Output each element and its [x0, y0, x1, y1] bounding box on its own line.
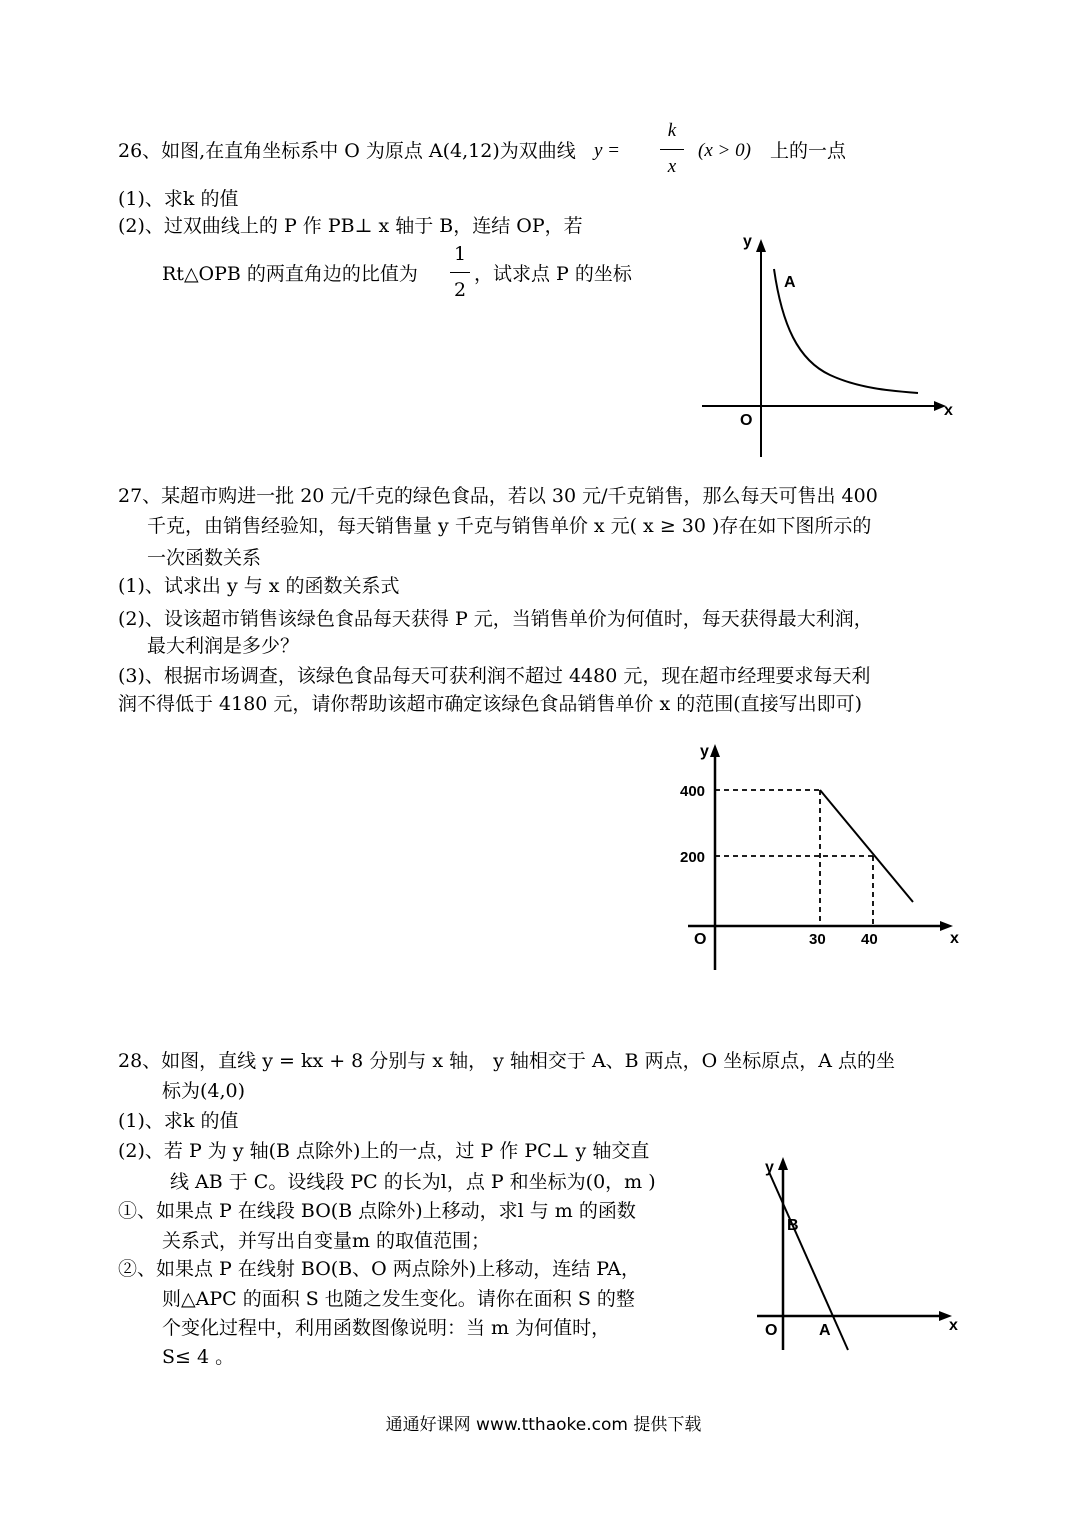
q28-y-label: y	[765, 1159, 774, 1176]
q28-figure	[745, 1150, 970, 1360]
q26-origin-label: O	[740, 412, 753, 429]
q28-x-label: x	[949, 1317, 958, 1334]
q26-figure	[690, 225, 970, 465]
q28-point-b-label: B	[787, 1217, 799, 1234]
q27-line2: 千克，由销售经验知，每天销售量 y 千克与销售单价 x 元( x ≥ 30 )存在如下图所示的	[147, 515, 872, 537]
q28-part2-line2: 线 AB 于 C。设线段 PC 的长为l，点 P 和坐标为(0，m )	[170, 1171, 656, 1193]
q28-sub2-line2: 则△APC 的面积 S 也随之发生变化。请你在面积 S 的整	[162, 1288, 635, 1310]
q28-sub2-line3: 个变化过程中，利用函数图像说明：当 m 为何值时，	[162, 1317, 611, 1339]
q28-line2: 标为(4,0)	[162, 1080, 246, 1102]
q26-x-label: x	[944, 402, 953, 419]
q26-stem-end: 上的一点	[770, 140, 847, 162]
q26-frac-den: x	[667, 156, 677, 177]
q27-origin-label: O	[694, 931, 707, 948]
q26-stem-text: 26、如图,在直角坐标系中 O 为原点 A(4,12)为双曲线	[118, 140, 576, 162]
page-footer: 通通好课网 www.tthaoke.com 提供下载	[385, 1415, 702, 1435]
q26-formula-y: y =	[594, 140, 621, 161]
q27-y-label: y	[700, 743, 709, 760]
q28-line1: 28、如图，直线 y = kx + 8 分别与 x 轴， y 轴相交于 A、B 两点，O 坐标原点，A 点的坐	[118, 1050, 896, 1072]
q27-part2-line2: 最大利润是多少？	[147, 635, 300, 657]
q28-sub2-line4: S≤ 4 。	[162, 1346, 235, 1368]
q26-y-label: y	[743, 233, 752, 250]
q28-y-arrow-icon	[778, 1157, 788, 1170]
q28-line-ab	[769, 1172, 848, 1350]
q26-part2-end: ，试求点 P 的坐标	[474, 263, 632, 285]
q26-part1: (1)、求k 的值	[118, 188, 239, 210]
q28-sub1-line2: 关系式，并写出自变量m 的取值范围；	[162, 1230, 491, 1252]
q26-ratio-den: 2	[453, 279, 467, 301]
q26-point-a-label: A	[784, 274, 796, 291]
q27-part1: (1)、试求出 y 与 x 的函数关系式	[118, 575, 400, 597]
q26-part2-line2	[162, 262, 418, 286]
q27-sales-line	[820, 790, 913, 902]
q27-tick-200: 200	[680, 849, 706, 866]
q27-part2-line1: (2)、设该超市销售该绿色食品每天获得 P 元，当销售单价为何值时，每天获得最大利润，	[118, 608, 873, 630]
q26-y-arrow-icon	[756, 239, 766, 252]
q26-hyperbola-curve	[774, 269, 918, 393]
q26-stem	[118, 139, 576, 163]
q28-part2-line1: (2)、若 P 为 y 轴(B 点除外)上的一点，过 P 作 PC⊥ y 轴交直	[118, 1140, 650, 1162]
q26-ratio-text: Rt△OPB 的两直角边的比值为	[162, 263, 418, 285]
q27-x-label: x	[950, 930, 959, 947]
q28-sub2-line1: ②、如果点 P 在线射 BO(B、O 两点除外)上移动，连结 PA，	[118, 1258, 641, 1280]
q26-frac-num: k	[667, 120, 677, 141]
q28-part1: (1)、求k 的值	[118, 1110, 239, 1132]
q27-tick-40: 40	[861, 931, 878, 948]
q26-ratio-num: 1	[453, 243, 467, 265]
q27-part3-line1: (3)、根据市场调查，该绿色食品每天可获利润不超过 4480 元，现在超市经理要求每天利	[118, 665, 871, 687]
q27-figure	[670, 738, 970, 978]
q28-origin-label: O	[765, 1322, 778, 1339]
q26-domain: (x > 0)	[698, 140, 751, 161]
q27-y-arrow-icon	[710, 744, 720, 757]
q26-part2-line1: (2)、过双曲线上的 P 作 PB⊥ x 轴于 B，连结 OP，若	[118, 215, 583, 237]
q27-tick-400: 400	[680, 783, 706, 800]
q26-frac-line	[660, 149, 684, 150]
q28-sub1-line1: ①、如果点 P 在线段 BO(B 点除外)上移动，求l 与 m 的函数	[118, 1200, 636, 1222]
q27-line1: 27、某超市购进一批 20 元/千克的绿色食品，若以 30 元/千克销售，那么每天可售出 400	[118, 485, 878, 507]
q27-tick-30: 30	[809, 931, 826, 948]
q26-ratio-line	[450, 272, 470, 273]
q27-part3-line2: 润不得低于 4180 元，请你帮助该超市确定该绿色食品销售单价 x 的范围(直接写出即可)	[118, 693, 863, 715]
q28-point-a-label: A	[819, 1322, 831, 1339]
q27-line3: 一次函数关系	[147, 547, 262, 569]
